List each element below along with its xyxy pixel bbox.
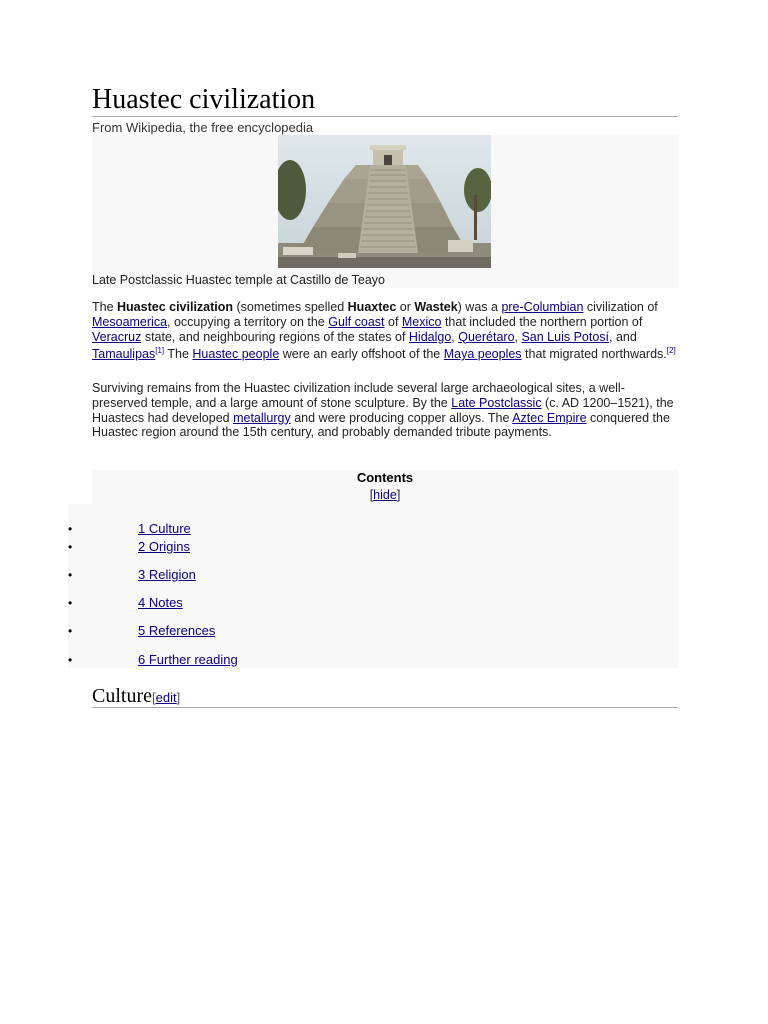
link-maya-peoples[interactable]: Maya peoples	[443, 347, 522, 362]
link-metallurgy[interactable]: metallurgy	[233, 410, 291, 425]
figure-caption: Late Postclassic Huastec temple at Castillo de Teayo	[92, 273, 385, 287]
citation-2[interactable]: [2]	[666, 346, 676, 356]
link-san-luis-potosi[interactable]: San Luis Potosí	[521, 329, 610, 344]
term-wastek: Wastek	[414, 300, 458, 314]
toc-link-religion[interactable]: 3 Religion	[138, 567, 196, 582]
bullet-icon: •	[68, 596, 73, 610]
toc-item-references	[68, 623, 216, 638]
link-tamaulipas[interactable]: Tamaulipas	[92, 347, 156, 362]
section-heading-culture: Culture[edit]	[92, 685, 181, 707]
site-tagline: From Wikipedia, the free encyclopedia	[92, 120, 314, 135]
bullet-icon: •	[68, 653, 73, 667]
term-huastec-civilization: Huastec civilization	[117, 300, 234, 314]
toc-item-culture	[68, 521, 191, 536]
toc-item-origins	[68, 539, 191, 554]
title-divider	[92, 116, 678, 117]
link-hidalgo[interactable]: Hidalgo	[408, 329, 452, 344]
link-aztec-empire[interactable]: Aztec Empire	[512, 410, 587, 425]
page-title: Huastec civilization	[92, 84, 316, 115]
link-veracruz[interactable]: Veracruz	[92, 329, 142, 344]
link-pre-columbian[interactable]: pre-Columbian	[501, 300, 584, 314]
intro-paragraph: The Huastec civilization (sometimes spelled Huaxtec or Wastek) was a pre-Columbian civilization of Mesoamerica, occupying a territory on the Gulf coast of Mexico that included the northern portion of Veracruz state, and neighbouring regions of the states of Hidalgo, Querétaro, San Luis Potosí, and Tamaulipas[1] The Huastec people were an early offshoot of the Maya peoples that migrated northwards.[2]	[92, 300, 676, 362]
toc-link-notes[interactable]: 4 Notes	[138, 595, 183, 610]
toc-link-culture[interactable]: 1 Culture	[138, 521, 191, 536]
toc-link-origins[interactable]: 2 Origins	[138, 539, 191, 554]
link-gulf-coast[interactable]: Gulf coast	[328, 314, 385, 329]
section-divider	[92, 707, 678, 708]
citation-1[interactable]: [1]	[155, 346, 165, 356]
toc-title: Contents	[356, 470, 414, 485]
link-mesoamerica[interactable]: Mesoamerica	[92, 314, 168, 329]
bullet-icon: •	[68, 568, 73, 582]
toc-item-notes	[68, 595, 183, 610]
toc-item-further-reading	[68, 652, 238, 667]
history-paragraph: Surviving remains from the Huastec civilization include several large archaeological sites, a well-preserved temple, and a large amount of stone sculpture. By the Late Postclassic (c. AD 1200–1521), the Huastecs had developed metallurgy and were producing copper alloys. The Aztec Empire conquered the Huastec region around the 15th century, and probably demanded tribute payments.	[92, 381, 674, 440]
link-queretaro[interactable]: Querétaro	[458, 329, 515, 344]
toc-link-references[interactable]: 5 References	[138, 623, 216, 638]
bullet-icon: •	[68, 624, 73, 638]
toc-toggle: [hide]	[369, 488, 401, 502]
link-late-postclassic[interactable]: Late Postclassic	[451, 395, 542, 410]
link-huastec-people[interactable]: Huastec people	[192, 347, 280, 362]
bullet-icon: •	[68, 540, 73, 554]
link-mexico[interactable]: Mexico	[401, 314, 442, 329]
toc-hide-link[interactable]: hide	[373, 488, 397, 502]
toc-link-further-reading[interactable]: 6 Further reading	[138, 652, 238, 667]
edit-section-link[interactable]: edit	[155, 690, 177, 705]
toc-item-religion	[68, 567, 196, 582]
bullet-icon: •	[68, 522, 73, 536]
infobox-figure	[92, 135, 678, 288]
term-huaxtec: Huaxtec	[347, 300, 397, 314]
toc-header	[92, 470, 678, 504]
temple-photo[interactable]	[278, 135, 491, 268]
toc-list	[68, 504, 678, 668]
edit-section: [edit]	[152, 690, 181, 705]
